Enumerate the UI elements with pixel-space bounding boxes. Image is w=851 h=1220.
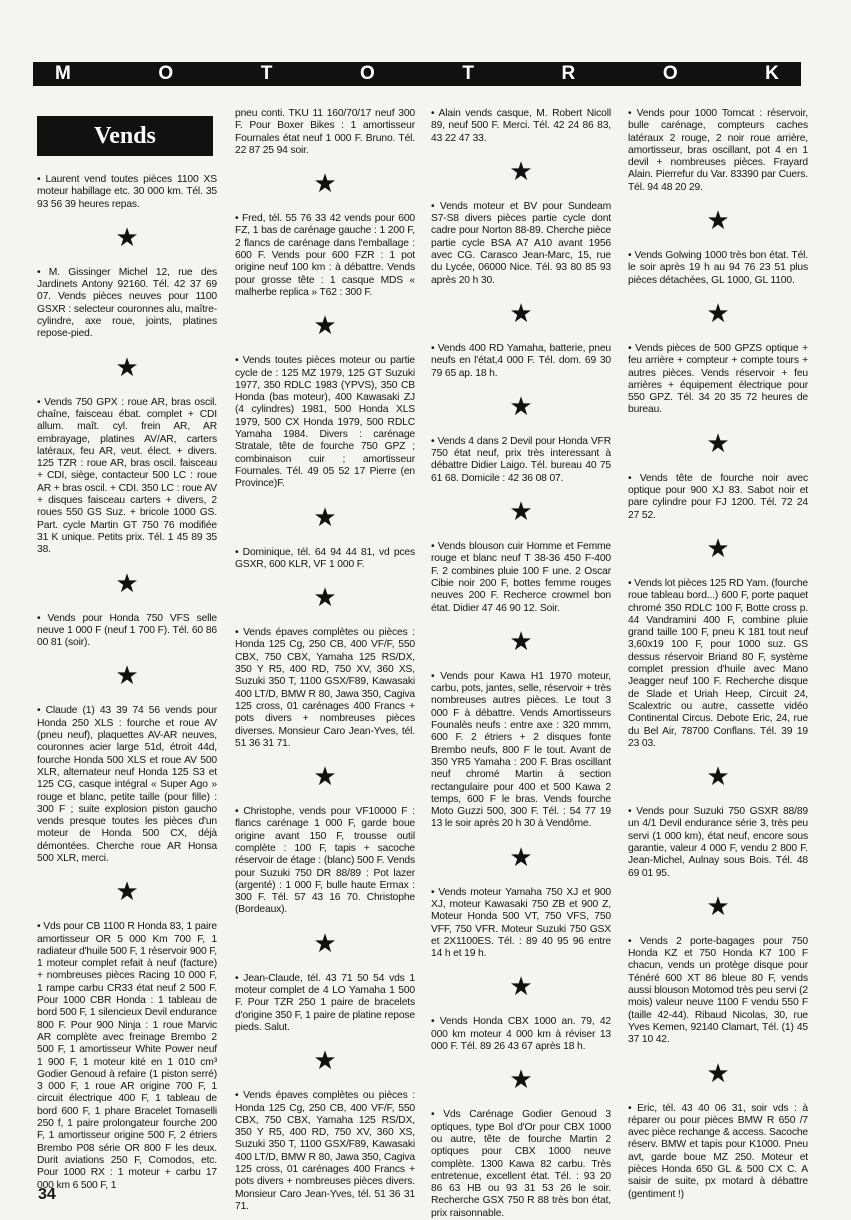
- star-separator-icon: ★: [313, 1046, 337, 1077]
- classified-ad: • Vends blouson cuir Homme et Femme rouge et blanc neuf T 38-36 450 F-400 F. 2 combines pluie 100 F une. 2 Oscar Cibie noir 200 F, bottes femme rouges neuves 200 F. Recherce crowmel bon état. Didier 47 46 90 12. Soir.: [431, 541, 611, 614]
- star-separator-icon: ★: [706, 533, 730, 564]
- star-separator-icon: ★: [313, 583, 337, 614]
- magazine-banner: [33, 62, 801, 86]
- star-separator-icon: ★: [706, 206, 730, 237]
- star-separator-icon: ★: [509, 626, 533, 657]
- classified-ad: • Vends moteur et BV pour Sundeam S7-S8 divers pièces partie cycle dont cadre pour Norton 88-89. Cherche pièce partie cycle BSA A7 A10 avant 1956 avec CG. Carasco Jean-Marc, 15, rue du Lycée, 06000 Nice. Tél. 93 80 85 93 après 20 h 30.: [431, 200, 611, 286]
- classified-ad: • Vds pour CB 1100 R Honda 83, 1 paire amortisseur OR 5 000 Km 700 F, 1 radiateur d'huile 500 F, 1 réservoir 900 F, 1 moteur complet refait à neuf (facture) + nombreuses pièces Racing 10 000 F, 1 rampe carbu CR33 état neuf 2 500 F. Pour 1000 CBR Honda : 1 tableau de bord 500 F, 1 silencieux Devil endurance 800 F. Pour 900 Ninja : 1 roue Marvic AR complète avec freinage Brembo 2 500 F, 1 amortisseur White Power neuf 1 900 F, 1 moteur kité en 1 010 cm³ Godier Genoud à refaire (1 piston serré) 3 000 F, 1 roue AR origine 700 F, 1 circuit électrique 400 F, 1 tableau de bord 600 F, 1 phare Bracelet Tomaselli 250 f, 1 paire prolongateur fourche 200 F, 1 amortisseur origine 500 F, 2 étriers Brembo P08 série OR 800 F les deux. Durit aviations 250 F, Comodos, etc. Pour 1000 RX : 1 moteur + carbu 17 000 km 6 500 F, 1: [37, 921, 217, 1191]
- classified-ad: • Fred, tél. 55 76 33 42 vends pour 600 FZ, 1 bas de carénage gauche : 1 200 F, 2 flancs de carénage dans l'emballage : 600 F. Vends pour 600 FZR : 1 pot origine neuf 100 km : à débattre. Vends pour grosse tête : 1 casque MDS « malherbe replica » T62 : 300 F.: [235, 213, 415, 298]
- star-separator-icon: ★: [313, 502, 337, 533]
- star-separator-icon: ★: [115, 877, 139, 908]
- classified-ad: • Vends moteur Yamaha 750 XJ et 900 XJ, moteur Kawasaki 750 ZB et 900 Z, Moteur Honda 500 VT, 750 VFS, 750 VFF, 750 VFR. Moteur Suzuki 750 GSX et 2X1100ES. Tél. : 89 40 95 96 entre 14 h et 19 h.: [431, 886, 611, 960]
- classified-ad: • Eric, tél. 43 40 06 31, soir vds : à réparer ou pour pièces BMW R 650 /7 avec pièce rechange & access. Sacoche réserv. BMW et tapis pour K1000. Pneu avt, garde boue MZ 250. Moteur et pièces Honda 650 GL & 500 CX C. A saisir de suite, px motard à débattre (gentiment !): [628, 1102, 808, 1200]
- star-separator-icon: ★: [509, 972, 533, 1003]
- classified-ad: • Vends pour 1000 Tomcat : réservoir, bulle carénage, compteurs caches latéraux 2 rouge, 2 noir roue arrière, amortisseur, bras oscillant, pot 4 en 1 devil + nombreuses pièces. Frayard Alain. Pierrefur du Var. 83390 par Cuers. Tél. 94 48 20 29.: [628, 108, 808, 193]
- classified-ad: • Vds Carénage Godier Genoud 3 optiques, type Bol d'Or pour CBX 1000 ou autre, tête de fourche Martin 2 optiques pour CBX 1000 neuve complète. 1300 Kawa 82 carbu. Très entretenue, excellent état. Tél. : 93 20 86 63 HB ou 93 31 53 26 le soir. Recherche GSX 750 R 88 très bon état, prix raisonnable.: [431, 1109, 611, 1219]
- classified-ad: • M. Gissinger Michel 12, rue des Jardinets Antony 92160. Tél. 42 37 69 07. Vends pièces neuves pour 1100 GSXR : selecteur couronnes alu, maître-cylindre, axe roue, joints, platines repose-pied.: [37, 266, 217, 340]
- classified-ad: • Vends 4 dans 2 Devil pour Honda VFR 750 état neuf, prix très interessant à débattre Didier Laigo. Tél. bureau 40 75 61 68. Domicile : 42 36 08 07.: [431, 435, 611, 484]
- star-separator-icon: ★: [706, 298, 730, 329]
- star-separator-icon: ★: [115, 568, 139, 599]
- banner-letter: O: [359, 63, 375, 84]
- star-separator-icon: ★: [509, 156, 533, 187]
- classified-ad: • Claude (1) 43 39 74 56 vends pour Honda 250 XLS : fourche et roue AV (pneu neuf), plaquettes AV-AR neuves, couronnes acier large 51d, étroit 44d, fourche Honda 500 XLS et roue AV 500 XLR, alternateur neuf Honda 125 S3 et 125 CG, casque intégral « Super Ago » rouge et blanc, petite taille (pour fille) : 300 F ; suite explosion piston gaucho vends presque toutes les pièces d'un moteur de Honda 500 CX, déjà démontées. Cherche roue AR Honsa 500 XLR, merci.: [37, 705, 217, 864]
- classified-ad: • Christophe, vends pour VF10000 F : flancs carénage 1 000 F, garde boue origine avant 150 F, trousse outil complète : 100 F, tapis + sacoche réservoir de étage : (blanc) 500 F. Vends pour Suzuki 750 DR 88/89 : Pot lazer (argenté) : 1 000 F, bulle haute Ermax : 300 F. Tél. 57 43 16 70. Christophe (Bordeaux).: [235, 806, 415, 916]
- classified-ad: pneu conti. TKU 11 160/70/17 neuf 300 F. Pour Boxer Bikes : 1 amortisseur Fournales état neuf 1 000 F. Bruno. Tél. 22 87 25 94 soir.: [235, 108, 415, 156]
- classified-ad: • Vends 400 RD Yamaha, batterie, pneu neufs en l'état,4 000 F. Tél. dom. 69 30 79 65 ap. 18 h.: [431, 342, 611, 379]
- star-separator-icon: ★: [115, 222, 139, 253]
- star-separator-icon: ★: [706, 891, 730, 922]
- star-separator-icon: ★: [115, 661, 139, 692]
- classified-ad: • Vends pièces de 500 GPZS optique + feu arrière + compteur + compte tours + autres pièces. Vends réservoir + feu arrières + équipement électrique pour 550 GPZ. Tél. 34 20 35 72 heures de bureau.: [628, 342, 808, 416]
- column-2: [235, 108, 415, 1213]
- classified-ad: • Vends pour Kawa H1 1970 moteur, carbu, pots, jantes, selle, réservoir + très nombreuses autres pièces. Le tout 3 000 F à débattre. Vends Amortisseurs Founalès neufs : entre axe : 320 mmm, 600 F. 2 étriers + 2 disques fonte Brembo neufs, 800 F le tout. Avant de 350 YR5 Yamaha : 200 F. Bras oscillant neuf chromé Martin à section rectangulaire pour 400 et 500 Kawa 2 temps, 600 F le bras. Vends fourche Moto Guzzi 500, 300 F. Tél. : 54 77 19 13 le soir après 20 h 30 à Vendôme.: [431, 670, 611, 830]
- classified-ad: • Vends Honda CBX 1000 an. 79, 42 000 km moteur 4 000 km à réviser 13 000 F. Tél. 89 26 43 67 après 18 h.: [431, 1016, 611, 1053]
- star-separator-icon: ★: [509, 497, 533, 528]
- column-4: [628, 108, 808, 1201]
- banner-letter: M: [55, 63, 71, 84]
- classified-ad: • Vends pour Suzuki 750 GSXR 88/89 un 4/1 Devil endurance série 3, très peu servi (1 000 km), état neuf, encore sous garantie, valeur 4 000 F, vendu 2 800 F. Jean-Michel, Aulnay sous Bois. Tél. 48 69 01 95.: [628, 806, 808, 879]
- star-separator-icon: ★: [313, 169, 337, 200]
- banner-letter: O: [662, 63, 678, 84]
- classified-ad: • Jean-Claude, tél. 43 71 50 54 vds 1 moteur complet de 4 LO Yamaha 1 500 F. Pour TZR 250 1 paire de bracelets d'origine 350 F, 1 paire de platine repose pieds. Salut.: [235, 972, 415, 1033]
- classified-ad: • Dominique, tél. 64 94 44 81, vd pces GSXR, 600 KLR, VF 1 000 F.: [235, 546, 415, 570]
- star-separator-icon: ★: [706, 428, 730, 459]
- banner-letter: O: [158, 63, 174, 84]
- classified-ad: • Vends tête de fourche noir avec optique pour 900 XJ 83. Sabot noir et pare cylindre pour FJ 1200. Tél. 72 24 27 52.: [628, 472, 808, 521]
- star-separator-icon: ★: [313, 311, 337, 342]
- banner-letter: R: [561, 63, 576, 84]
- star-separator-icon: ★: [706, 762, 730, 793]
- classified-ad: • Vends épaves complètes ou pièces : Honda 125 Cg, 250 CB, 400 VF/F, 550 CBX, 750 CBX, Yamaha 125 RS/DX, 350 Y R5, 400 RD, 750 XV, 360 XS, Suzuki 350 T, 1100 GSX/F89, Kawasaki 400 LT/D, BMW R 80, Jawa 350, Cagiva 125 cross, 01 carénages 400 Francs + pots divers + nombreuses pièces divers. Monsieur Caro Jean-Yves, tél. 51 36 31 71.: [235, 1090, 415, 1212]
- star-separator-icon: ★: [313, 928, 337, 959]
- banner-letter: K: [765, 63, 779, 84]
- classified-ad: • Alain vends casque, M. Robert Nicoll 89, neuf 500 F. Merci. Tél. 42 24 86 83, 43 22 47 33.: [431, 108, 611, 144]
- classified-ad: • Vends toutes pièces moteur ou partie cycle de : 125 MZ 1979, 125 GT Suzuki 1977, 350 RDLC 1983 (YPVS), 350 CB Honda (bas moteur), 400 Kawasaki ZJ (4 cylindres) 1981, 500 Honda XLS 1979, 500 CX Honda 1979, 500 RDLC Yamaha 1984. Divers : carénage Stratale, tête de fourche 750 GPZ ; combinaison cuir ; amortisseur Fournales. Tél. 49 05 52 17 Pierre (en Province)F.: [235, 355, 415, 490]
- classified-ad: • Vends 750 GPX : roue AR, bras oscil. chaîne, faisceau ébat. complet + CDI allum. maît. cyl. frein AR, AR embrayage, platines AV/AR, carters latéraux, feu AR, veut. élect. + divers. 125 TZR : roue AR, bras oscil. faisceau + CDI, siège, contacteur 500 LC : roue AR + bras oscil. + CDI. 350 LC : roue AV + disques faisceau carters + divers, 2 roues 550 GS Suz. + bricole 1000 GS. Part. cycle Martin GT 750 76 modifiée 31 K unique. Petits prix. Tél. 1 45 89 35 38.: [37, 396, 217, 556]
- star-separator-icon: ★: [313, 762, 337, 793]
- star-separator-icon: ★: [509, 298, 533, 329]
- classified-ad: • Vends lot pièces 125 RD Yam. (fourche roue tableau bord...) 600 F, porte paquet chromé 350 RDLC 100 F, Botte cross p. 44 Vandramini 400 F, combine pluie grand taille 100 F, pneu K 181 tout neuf 3,60x19 100 F, pour 1000 suz. GS dessus réservoir Briand 80 F, système complet pression d'huile avec Mano Jeagger neuf 100 F. Recherche disque de Slade et Uriah Heep, Circuit 24, Scalextric ou autre, cassette vidéo Continental Circus. Debote Eric, 24, rue du Bel Air, 78700 Conflans. Tél. 39 19 23 03.: [628, 577, 808, 749]
- banner-letter: T: [260, 63, 273, 84]
- star-separator-icon: ★: [509, 1065, 533, 1096]
- column-3: [431, 108, 611, 1220]
- star-separator-icon: ★: [115, 352, 139, 383]
- star-separator-icon: ★: [509, 391, 533, 422]
- classified-ad: • Vends Golwing 1000 très bon état. Tél. le soir après 19 h au 94 76 23 51 plus pièces détachées, GL 1000, GL 1100.: [628, 250, 808, 286]
- page-number: 34: [38, 1186, 56, 1203]
- star-separator-icon: ★: [509, 842, 533, 873]
- classified-ad: • Vends épaves complètes ou pièces : Honda 125 Cg, 250 CB, 400 VF/F, 550 CBX, 750 CBX, Yamaha 125 RS/DX, 350 Y R5, 400 RD, 750 XV, 360 XS, Suzuki 350 T, 1100 GSX/F89, Kawasaki 400 LT/D, BMW R 80, Jawa 350, Cagiva 125 cross, 01 carénages 400 Francs + pots divers + nombreuses pièces diverses. Monsieur Caro Jean-Yves, tél. 51 36 31 71.: [235, 627, 415, 749]
- section-heading: Vends: [37, 116, 213, 156]
- column-1: [37, 108, 217, 1192]
- star-separator-icon: ★: [706, 1058, 730, 1089]
- classified-ad: • Vends pour Honda 750 VFS selle neuve 1 000 F (neuf 1 700 F). Tél. 60 86 00 81 (soir).: [37, 612, 217, 649]
- banner-letter: T: [462, 63, 474, 84]
- classified-ad: • Vends 2 porte-bagages pour 750 Honda KZ et 750 Honda K7 100 F chacun, vends un protège disque pour Ténéré 600 XT 86 bleue 80 F, vends aussi blouson Motomod très peu servi (2 mois) valeur neuve 1100 F vendu 550 F (taille 42-44). Ribaud Nicolas, 30, rue Yves Kemen, 92140 Clamart, Tél. (1) 45 37 10 42.: [628, 935, 808, 1046]
- classified-ad: • Laurent vend toutes pièces 1100 XS moteur habillage etc. 30 000 km. Tél. 35 93 56 39 heures repas.: [37, 174, 217, 210]
